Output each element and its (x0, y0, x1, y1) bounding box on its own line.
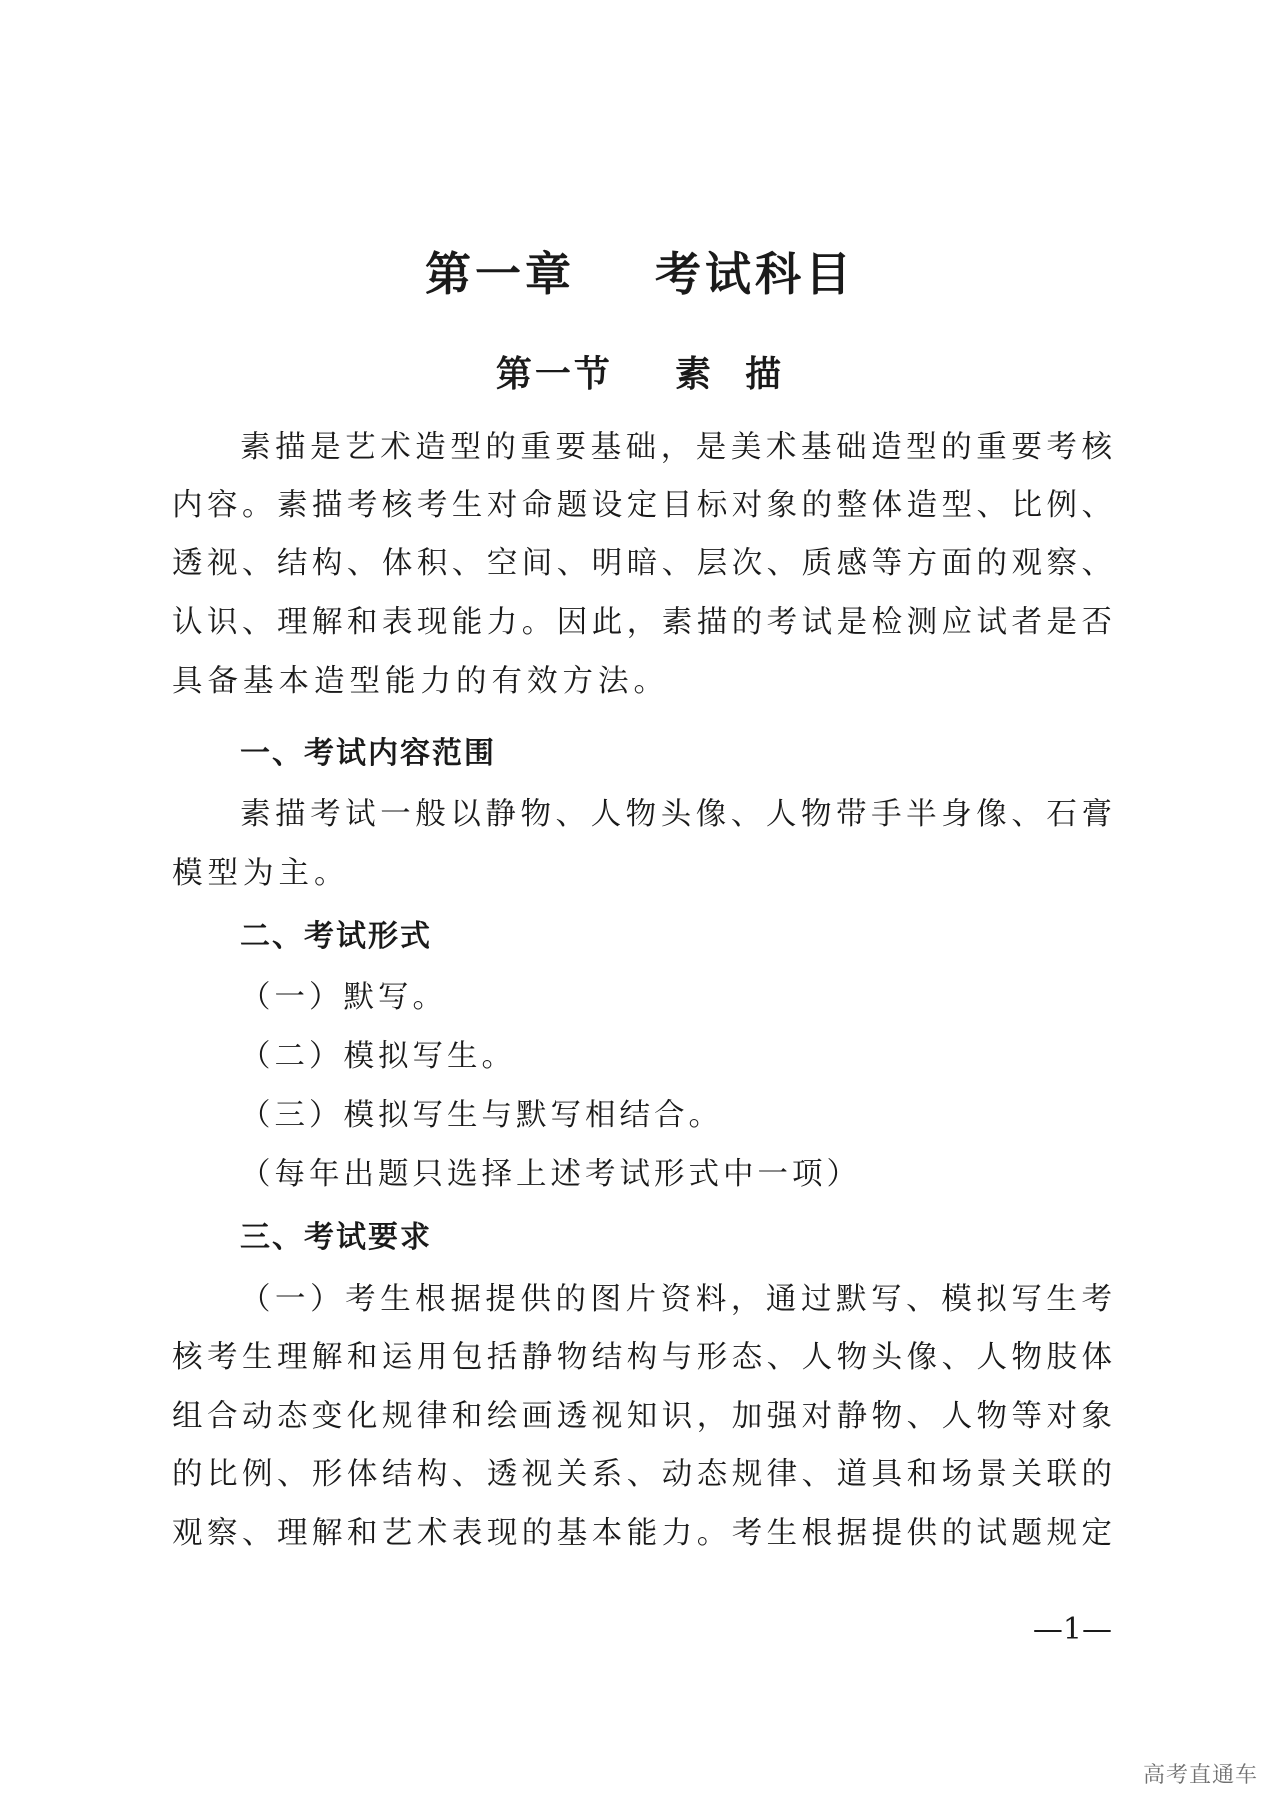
part3-line: 的比例、形体结构、透视关系、动态规律、道具和场景关联的 (172, 1457, 1112, 1492)
part2-item: （二）模拟写生。 (240, 1039, 516, 1074)
watermark-label: 高考直通车 (1142, 1763, 1258, 1788)
part2-note: （每年出题只选择上述考试形式中一项） (240, 1157, 861, 1192)
part2-heading: 二、考试形式 (240, 919, 432, 954)
part2-item: （三）模拟写生与默写相结合。 (240, 1098, 723, 1133)
intro-line: 具备基本造型能力的有效方法。 (172, 664, 669, 699)
intro-line: 认识、理解和表现能力。因此，素描的考试是检测应试者是否 (172, 605, 1112, 640)
part3-line: 观察、理解和艺术表现的基本能力。考生根据提供的试题规定 (172, 1516, 1112, 1551)
part1-heading: 一、考试内容范围 (240, 736, 496, 771)
section-title: 第一节 素 描 (495, 354, 785, 395)
part3-line: （一）考生根据提供的图片资料，通过默写、模拟写生考 (240, 1282, 1112, 1317)
part3-line: 组合动态变化规律和绘画透视知识，加强对静物、人物等对象 (172, 1399, 1112, 1434)
intro-line: 内容。素描考核考生对命题设定目标对象的整体造型、比例、 (172, 488, 1112, 523)
part3-line: 核考生理解和运用包括静物结构与形态、人物头像、人物肢体 (172, 1340, 1112, 1375)
page-number: —1— (1032, 1612, 1112, 1647)
intro-line: 透视、结构、体积、空间、明暗、层次、质感等方面的观察、 (172, 546, 1112, 581)
chapter-title: 第一章 考试科目 (424, 247, 856, 301)
part1-line: 素描考试一般以静物、人物头像、人物带手半身像、石膏 (240, 797, 1112, 832)
intro-line: 素描是艺术造型的重要基础，是美术基础造型的重要考核 (240, 430, 1112, 465)
part2-item: （一）默写。 (240, 980, 447, 1015)
part3-heading: 三、考试要求 (240, 1220, 432, 1255)
part1-line: 模型为主。 (172, 856, 350, 891)
